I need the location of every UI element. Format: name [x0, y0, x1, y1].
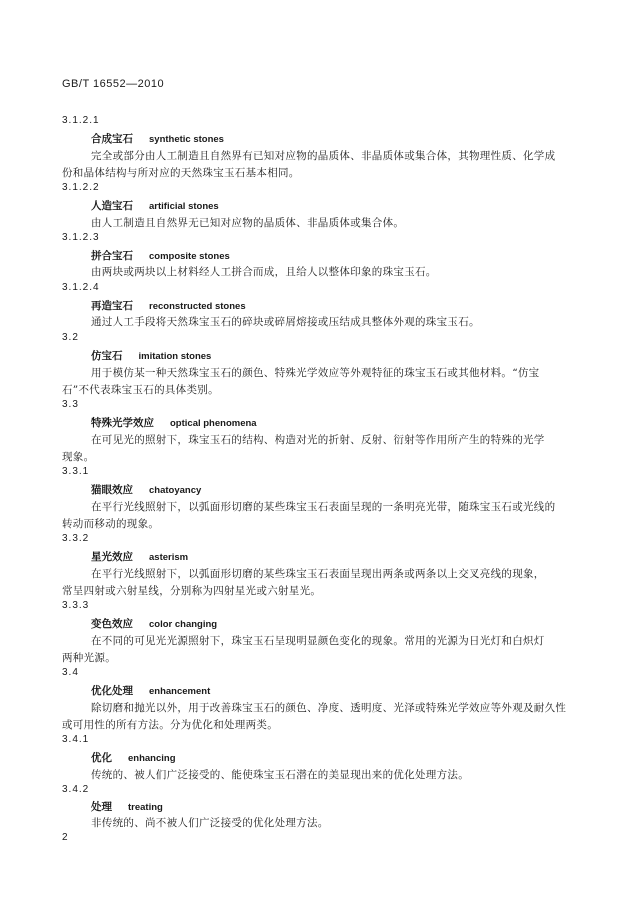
term-en: synthetic stones: [149, 134, 224, 145]
definition-line: 非传统的、尚不被人们广泛接受的优化处理方法。: [91, 817, 329, 829]
term-heading: [91, 482, 201, 497]
term-cn: 猫眼效应: [91, 484, 133, 496]
term-heading: [91, 750, 176, 765]
definition-line: 由人工制造且自然界无已知对应物的晶质体、非晶质体或集合体。: [91, 217, 405, 229]
term-en: enhancing: [128, 753, 176, 764]
definition-line: 现象。: [62, 451, 95, 463]
standard-code-header: GB/T 16552—2010: [62, 78, 165, 90]
definition-line: 完全或部分由人工制造且自然界有已知对应物的晶质体、非晶质体或集合体，其物理性质、化学成: [91, 150, 556, 162]
term-heading: [91, 298, 246, 313]
definition-line: 或可用性的所有方法。分为优化和处理两类。: [62, 719, 278, 731]
clause-number: 3.3.2: [62, 533, 90, 544]
term-cn: 拼合宝石: [91, 250, 133, 262]
definition-line: 份和晶体结构与所对应的天然珠宝玉石基本相同。: [62, 167, 300, 179]
clause-number: 3.4.1: [62, 734, 90, 745]
term-en: imitation stones: [138, 351, 212, 362]
definition-line: 由两块或两块以上材料经人工拼合而成，且给人以整体印象的珠宝玉石。: [91, 266, 437, 278]
term-en: enhancement: [149, 686, 211, 697]
term-cn: 优化处理: [91, 685, 133, 697]
definition-line: 传统的、被人们广泛接受的、能使珠宝玉石潜在的美显现出来的优化处理方法。: [91, 769, 469, 781]
term-cn: 仿宝石: [91, 350, 123, 362]
term-heading: [91, 683, 210, 698]
term-heading: [91, 348, 211, 363]
term-heading: [91, 131, 224, 146]
term-cn: 合成宝石: [91, 133, 133, 145]
clause-number: 3.1.2.3: [62, 232, 100, 243]
term-cn: 优化: [91, 752, 112, 764]
clause-number: 3.2: [62, 332, 79, 343]
term-en: treating: [128, 802, 163, 813]
term-heading: [91, 198, 219, 213]
clause-number: 3.1.2.1: [62, 115, 100, 126]
definition-line: 两种光源。: [62, 652, 116, 664]
clause-number: 3.4: [62, 667, 79, 678]
term-cn: 星光效应: [91, 551, 133, 563]
definition-line: 转动而移动的现象。: [62, 518, 160, 530]
definition-line: 石”不代表珠宝玉石的具体类别。: [62, 384, 219, 396]
definition-line: 通过人工手段将天然珠宝玉石的碎块或碎屑熔接或压结成具整体外观的珠宝玉石。: [91, 316, 480, 328]
definition-line: 在平行光线照射下，以弧面形切磨的某些珠宝玉石表面呈现的一条明亮光带，随珠宝玉石或光线的: [91, 501, 556, 513]
page-number: 2: [62, 832, 68, 843]
term-heading: [91, 616, 217, 631]
clause-number: 3.4.2: [62, 784, 90, 795]
term-en: artificial stones: [149, 201, 219, 212]
clause-number: 3.1.2.4: [62, 282, 100, 293]
definition-line: 常呈四射或六射星线，分别称为四射星光或六射星光。: [62, 585, 322, 597]
term-en: reconstructed stones: [149, 301, 246, 312]
term-cn: 变色效应: [91, 618, 133, 630]
term-cn: 人造宝石: [91, 200, 133, 212]
term-heading: [91, 549, 188, 564]
definition-line: 在不同的可见光光源照射下，珠宝玉石呈现明显颜色变化的现象。常用的光源为日光灯和白炽灯: [91, 635, 545, 647]
term-en: chatoyancy: [149, 485, 202, 496]
term-en: composite stones: [149, 251, 230, 262]
term-en: optical phenomena: [170, 418, 257, 429]
term-cn: 再造宝石: [91, 300, 133, 312]
clause-number: 3.3: [62, 399, 79, 410]
term-en: asterism: [149, 552, 189, 563]
term-en: color changing: [149, 619, 218, 630]
term-heading: [91, 248, 230, 263]
definition-line: 在可见光的照射下，珠宝玉石的结构、构造对光的折射、反射、衍射等作用所产生的特殊的光学: [91, 434, 545, 446]
clause-number: 3.3.1: [62, 466, 90, 477]
clause-number: 3.3.3: [62, 600, 90, 611]
definition-line: 除切磨和抛光以外，用于改善珠宝玉石的颜色、净度、透明度、光泽或特殊光学效应等外观及耐久性: [91, 702, 567, 714]
term-heading: [91, 799, 163, 814]
clause-number: 3.1.2.2: [62, 182, 100, 193]
definition-line: 在平行光线照射下，以弧面形切磨的某些珠宝玉石表面呈现出两条或两条以上交叉亮线的现象，: [91, 568, 545, 580]
term-heading: [91, 415, 257, 430]
definition-line: 用于模仿某一种天然珠宝玉石的颜色、特殊光学效应等外观特征的珠宝玉石或其他材料。“仿宝: [91, 367, 540, 379]
term-cn: 特殊光学效应: [91, 417, 154, 429]
term-cn: 处理: [91, 801, 112, 813]
